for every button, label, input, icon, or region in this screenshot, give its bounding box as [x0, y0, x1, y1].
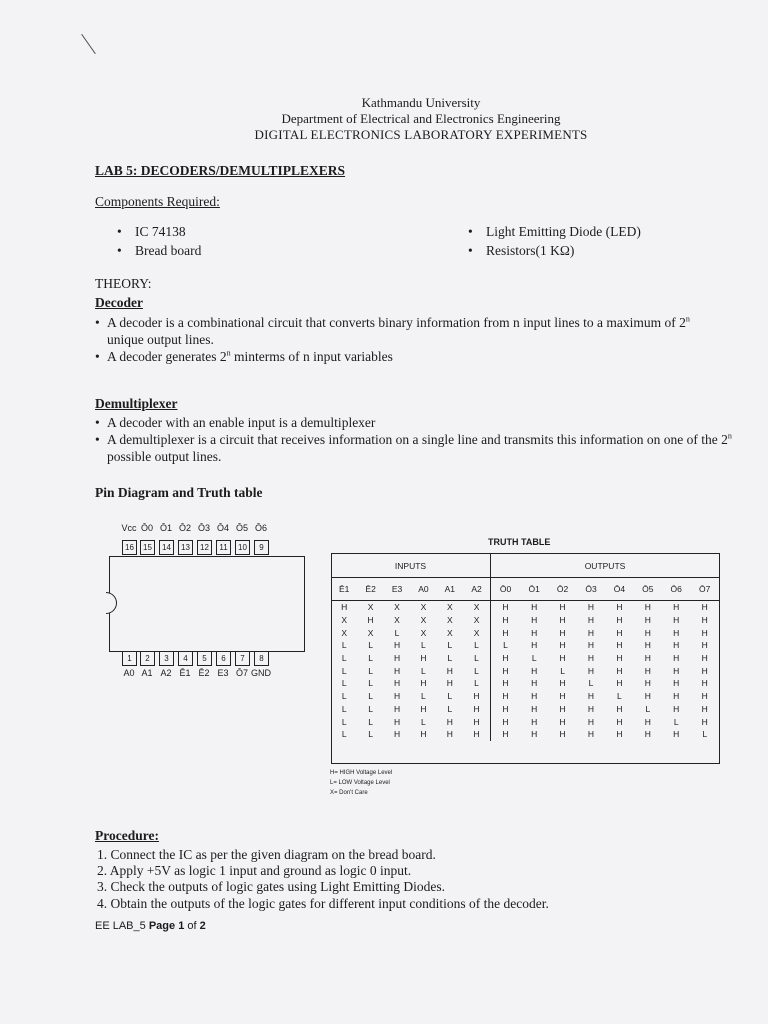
demultiplexer-heading: Demultiplexer — [95, 396, 178, 411]
truth-table-column-header: E3 — [384, 578, 410, 601]
table-cell: L — [341, 653, 347, 664]
table-cell: L — [368, 691, 373, 702]
table-cell: H — [559, 615, 566, 626]
procedure-step: 4. Obtain the outputs of the logic gates for different input conditions of the decoder. — [97, 896, 549, 911]
table-cell: L — [474, 653, 479, 664]
table-cell: H — [393, 729, 401, 740]
ic-top-pin: 11 — [216, 540, 231, 555]
table-cell: H — [491, 703, 520, 716]
table-cell: L — [491, 639, 520, 652]
table-cell: L — [673, 716, 679, 727]
table-cell: H — [420, 729, 427, 740]
table-row — [331, 614, 719, 627]
table-cell: H — [559, 653, 566, 664]
table-cell: L — [341, 716, 347, 727]
table-cell: H — [616, 703, 623, 714]
table-cell: X — [473, 602, 480, 613]
university-name: Kathmandu University — [361, 95, 481, 110]
table-cell: H — [531, 729, 538, 740]
table-cell: H — [491, 614, 520, 627]
table-cell: H — [701, 665, 708, 676]
table-cell: H — [559, 678, 566, 689]
table-cell: H — [701, 678, 708, 689]
table-cell: H — [587, 691, 595, 702]
table-cell: H — [701, 602, 708, 613]
scan-mark — [81, 34, 96, 54]
table-cell: H — [491, 664, 520, 677]
page-number: 1 — [178, 920, 185, 932]
theory-heading: THEORY: — [95, 276, 152, 291]
table-cell: X — [394, 615, 400, 626]
table-cell: H — [393, 640, 401, 651]
table-cell: L — [421, 716, 426, 727]
table-row — [331, 652, 719, 665]
ic-top-pin-label: Ō4 — [216, 523, 229, 533]
table-cell: H — [393, 691, 401, 702]
table-cell: H — [673, 615, 680, 626]
list-item: • A demultiplexer is a circuit that receives information on a single line and transmits this information on one of the 2$^n$ possible output lines. — [95, 431, 760, 465]
ic-bottom-pin: 7 — [235, 651, 250, 666]
ic-bottom-pin: 1 — [122, 651, 137, 666]
table-cell: H — [701, 703, 708, 714]
table-cell: X — [394, 602, 400, 613]
table-cell: H — [616, 615, 623, 626]
truth-table — [331, 553, 719, 741]
table-cell: H — [559, 691, 566, 702]
table-cell: X — [446, 627, 453, 638]
table-cell: H — [559, 729, 566, 740]
table-cell: H — [559, 703, 566, 714]
table-cell: X — [341, 627, 348, 638]
ic-bottom-pin: 4 — [178, 651, 193, 666]
table-row — [331, 626, 719, 639]
table-cell: H — [701, 716, 708, 727]
table-cell: L — [474, 665, 479, 676]
table-cell: L — [341, 665, 347, 676]
table-cell: H — [393, 653, 401, 664]
ic-top-pin: 14 — [159, 540, 174, 555]
components-heading: Components Required: — [95, 194, 220, 209]
table-cell: H — [587, 665, 595, 676]
table-cell: H — [531, 716, 538, 727]
ic-bottom-pin-label: GND — [251, 668, 271, 678]
table-cell: L — [421, 665, 426, 676]
ic-bottom-pin: 3 — [159, 651, 174, 666]
ic-bottom-pin: 6 — [216, 651, 231, 666]
truth-table-column-header: Ō2 — [548, 578, 576, 601]
table-cell: H — [616, 640, 623, 651]
truth-table-column-header: Ō7 — [690, 578, 719, 601]
decoder-bullets — [95, 314, 760, 365]
list-item: • Resistors(1 KΩ) — [468, 243, 575, 258]
page-total: 2 — [199, 920, 206, 932]
table-cell: H — [616, 627, 623, 638]
ic-bottom-pin-label: A1 — [141, 668, 153, 678]
table-cell: L — [341, 703, 347, 714]
procedure-heading: Procedure: — [95, 828, 159, 843]
ic-top-pin-label: Ō0 — [140, 523, 153, 533]
table-cell: H — [531, 640, 538, 651]
table-cell: H — [446, 665, 453, 676]
inputs-group-header: INPUTS — [331, 554, 491, 578]
table-cell: H — [673, 640, 680, 651]
page-footer: EE LAB_5 Page 1 of 2 — [95, 920, 206, 932]
legend-item: L= LOW Voltage Level — [330, 780, 390, 786]
table-cell: H — [491, 601, 520, 614]
procedure-step: 2. Apply +5V as logic 1 input and ground as logic 0 input. — [97, 863, 412, 878]
truth-table-column-header: Ō3 — [577, 578, 605, 601]
table-cell: L — [368, 665, 373, 676]
table-cell: H — [531, 703, 538, 714]
table-cell: L — [474, 678, 479, 689]
ic-top-pin: 9 — [254, 540, 269, 555]
table-cell: H — [644, 627, 651, 638]
table-cell: L — [368, 640, 373, 651]
table-cell: H — [644, 615, 651, 626]
list-item: • A decoder is a combinational circuit that converts binary information from n input lines to a maximum of 2$^n$ unique output lines. — [95, 314, 760, 348]
legend-item: H= HIGH Voltage Level — [330, 770, 393, 776]
table-cell: H — [701, 691, 708, 702]
list-item: • Bread board — [117, 243, 202, 258]
table-row — [331, 703, 719, 716]
ic-bottom-pin-label: Ē1 — [179, 668, 191, 678]
table-cell: H — [701, 653, 708, 664]
table-cell: H — [393, 665, 401, 676]
table-row — [331, 728, 719, 741]
table-cell: H — [420, 653, 427, 664]
table-cell: H — [531, 627, 538, 638]
table-row — [331, 677, 719, 690]
table-cell: H — [673, 691, 680, 702]
table-cell: H — [673, 602, 680, 613]
table-cell: H — [644, 640, 651, 651]
table-cell: H — [673, 627, 680, 638]
ic-top-pin: 16 — [122, 540, 137, 555]
procedure-step: 3. Check the outputs of logic gates using Light Emitting Diodes. — [97, 879, 445, 894]
component-list-right — [468, 222, 641, 260]
table-cell: H — [491, 728, 520, 741]
ic-top-pin-label: Ō1 — [159, 523, 172, 533]
table-cell: H — [559, 640, 566, 651]
table-cell: L — [588, 678, 594, 689]
table-cell: H — [446, 729, 453, 740]
ic-bottom-pin-label: A2 — [160, 668, 172, 678]
table-cell: H — [673, 653, 680, 664]
table-cell: H — [491, 690, 520, 703]
table-cell: H — [587, 653, 595, 664]
table-row — [331, 639, 719, 652]
table-cell: H — [644, 602, 651, 613]
table-cell: H — [420, 678, 427, 689]
table-cell: X — [420, 602, 427, 613]
ic-body — [109, 556, 305, 652]
ic-top-pin-label: Vcc — [121, 523, 137, 533]
truth-table-column-header: Ē2 — [357, 578, 383, 601]
table-row — [331, 601, 719, 614]
table-cell: L — [421, 691, 426, 702]
table-cell: H — [491, 715, 520, 728]
legend-item: X= Don't Care — [330, 790, 368, 796]
table-cell: H — [644, 653, 651, 664]
ic-bottom-pin: 5 — [197, 651, 212, 666]
table-cell: L — [421, 640, 426, 651]
table-cell: L — [341, 729, 347, 740]
ic-top-pin: 10 — [235, 540, 250, 555]
table-cell: H — [473, 729, 480, 740]
table-cell: H — [491, 652, 520, 665]
truth-table-column-header: A2 — [463, 578, 490, 601]
table-cell: H — [559, 602, 566, 613]
table-cell: H — [673, 678, 680, 689]
table-cell: H — [616, 729, 623, 740]
ic-bottom-pin: 2 — [140, 651, 155, 666]
table-cell: L — [617, 691, 622, 702]
table-cell: H — [616, 678, 623, 689]
table-cell: X — [420, 615, 427, 626]
table-cell: H — [473, 716, 480, 727]
table-cell: H — [559, 716, 566, 727]
ic-bottom-pin-label: Ē2 — [198, 668, 210, 678]
ic-top-pin-label: Ō5 — [235, 523, 248, 533]
truth-table-column-header: Ō0 — [491, 578, 520, 601]
list-item: • A decoder generates 2$^n$ minterms of n input variables — [95, 348, 760, 365]
table-cell: H — [587, 703, 595, 714]
table-cell: H — [587, 615, 595, 626]
list-item: • IC 74138 — [117, 224, 186, 239]
table-cell: L — [394, 627, 400, 638]
truth-table-column-header: Ō6 — [662, 578, 690, 601]
ic-bottom-pin-label: E3 — [217, 668, 229, 678]
table-cell: L — [447, 640, 453, 651]
table-cell: H — [616, 653, 623, 664]
decoder-heading: Decoder — [95, 295, 143, 310]
table-cell: H — [701, 627, 708, 638]
table-cell: H — [341, 602, 348, 613]
truth-table-column-header: Ō1 — [520, 578, 548, 601]
ic-top-pin-label: Ō6 — [254, 523, 267, 533]
table-cell: X — [446, 602, 453, 613]
procedure-step: 1. Connect the IC as per the given diagram on the bread board. — [97, 847, 436, 862]
table-cell: H — [616, 716, 623, 727]
truth-table-column-header: Ē1 — [331, 578, 357, 601]
table-cell: H — [673, 729, 680, 740]
table-cell: H — [531, 665, 538, 676]
table-cell: H — [673, 665, 680, 676]
truth-table-title: TRUTH TABLE — [488, 537, 551, 547]
table-cell: H — [644, 678, 651, 689]
table-cell: X — [367, 627, 374, 638]
table-cell: L — [368, 678, 373, 689]
table-cell: H — [673, 703, 680, 714]
table-cell: L — [368, 703, 373, 714]
table-cell: L — [368, 716, 373, 727]
demultiplexer-bullets — [95, 414, 760, 465]
table-cell: L — [341, 691, 347, 702]
pin-diagram-heading: Pin Diagram and Truth table — [95, 485, 263, 500]
table-cell: X — [473, 615, 480, 626]
lab-series-title: DIGITAL ELECTRONICS LABORATORY EXPERIMENTS — [254, 127, 588, 142]
ic-top-pin: 13 — [178, 540, 193, 555]
table-cell: L — [474, 640, 479, 651]
table-cell: H — [420, 703, 427, 714]
list-item: • A decoder with an enable input is a demultiplexer — [95, 414, 760, 431]
ic-bottom-pin-label: Ō7 — [235, 668, 248, 678]
table-row — [331, 664, 719, 677]
truth-table-column-header: Ō4 — [605, 578, 633, 601]
ic-bottom-pin: 8 — [254, 651, 269, 666]
component-list-left — [117, 222, 201, 260]
table-cell: L — [702, 729, 708, 740]
table-cell: H — [491, 677, 520, 690]
table-cell: L — [341, 640, 347, 651]
truth-table-column-header: A0 — [410, 578, 436, 601]
table-cell: L — [368, 729, 373, 740]
table-row — [331, 690, 719, 703]
table-cell: H — [559, 627, 566, 638]
truth-table-column-header: Ō5 — [634, 578, 662, 601]
table-cell: H — [587, 627, 595, 638]
table-cell: H — [587, 640, 595, 651]
table-cell: L — [341, 678, 347, 689]
table-cell: H — [701, 615, 708, 626]
table-cell: H — [644, 716, 651, 727]
table-cell: H — [531, 691, 538, 702]
ic-top-pin-label: Ō2 — [178, 523, 191, 533]
table-cell: H — [531, 602, 538, 613]
table-cell: H — [473, 703, 480, 714]
ic-top-pin: 15 — [140, 540, 155, 555]
table-cell: X — [446, 615, 453, 626]
table-cell: H — [616, 665, 623, 676]
table-cell: H — [446, 716, 453, 727]
truth-table-column-header: A1 — [437, 578, 463, 601]
department-name: Department of Electrical and Electronics Engineering — [281, 111, 561, 126]
ic-top-pin-label: Ō3 — [197, 523, 210, 533]
table-cell: H — [644, 665, 651, 676]
list-item: • Light Emitting Diode (LED) — [468, 224, 641, 239]
table-cell: L — [368, 653, 373, 664]
table-cell: H — [531, 615, 538, 626]
lab-title: LAB 5: DECODERS/DEMULTIPLEXERS — [95, 163, 346, 178]
outputs-group-header: OUTPUTS — [491, 554, 719, 578]
table-cell: H — [367, 615, 374, 626]
table-cell: X — [420, 627, 427, 638]
ic-top-pin: 12 — [197, 540, 212, 555]
table-row — [331, 715, 719, 728]
table-cell: H — [644, 729, 651, 740]
table-cell: L — [531, 653, 537, 664]
table-cell: L — [560, 665, 565, 676]
table-cell: H — [587, 602, 595, 613]
table-cell: H — [393, 716, 401, 727]
table-cell: H — [644, 691, 651, 702]
table-cell: H — [587, 729, 595, 740]
table-cell: H — [701, 640, 708, 651]
ic-bottom-pin-label: A0 — [123, 668, 135, 678]
table-cell: L — [645, 703, 651, 714]
table-cell: H — [393, 678, 401, 689]
table-cell: H — [491, 626, 520, 639]
table-cell: X — [473, 627, 480, 638]
table-cell: H — [446, 678, 453, 689]
table-cell: H — [587, 716, 595, 727]
table-cell: H — [531, 678, 538, 689]
table-cell: H — [616, 602, 623, 613]
table-cell: X — [367, 602, 374, 613]
table-cell: H — [393, 703, 401, 714]
truth-table-legend — [330, 768, 392, 798]
table-cell: L — [447, 703, 453, 714]
table-cell: H — [473, 691, 480, 702]
table-cell: L — [447, 691, 453, 702]
table-cell: L — [447, 653, 453, 664]
table-cell: X — [341, 615, 348, 626]
